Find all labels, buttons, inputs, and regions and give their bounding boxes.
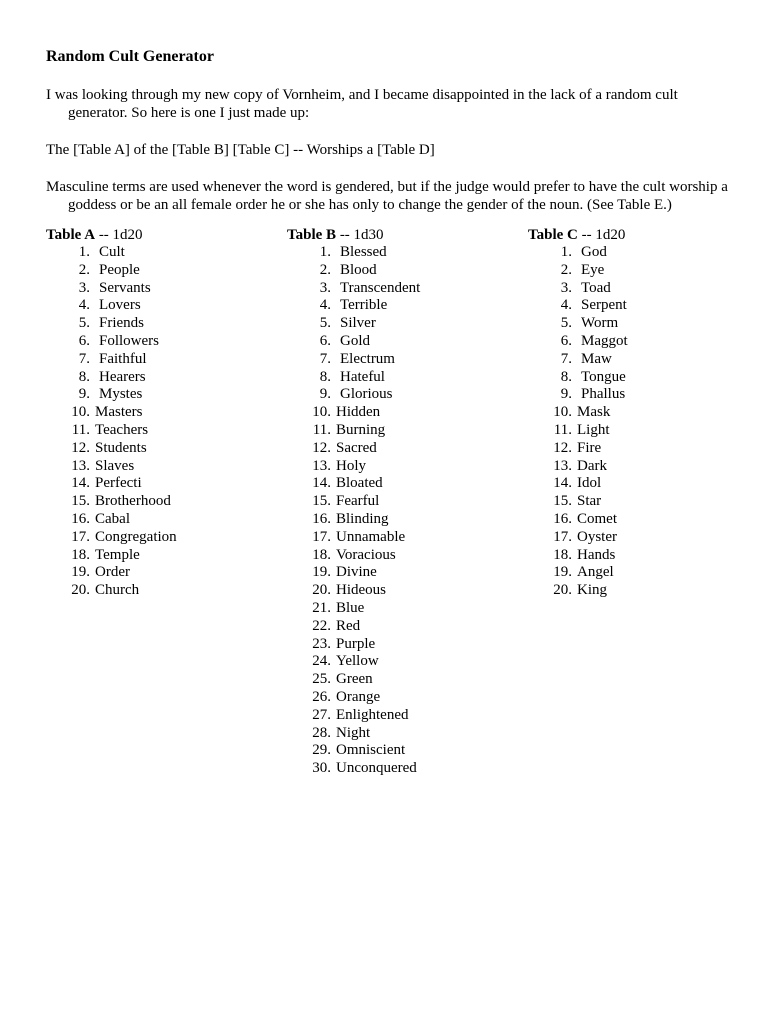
list-item-text: Hideous	[336, 582, 386, 599]
list-item	[528, 404, 748, 422]
list-item	[46, 280, 266, 298]
list-item	[528, 440, 748, 458]
list-item	[287, 244, 507, 262]
list-item-number: 28.	[312, 724, 331, 741]
list-item	[287, 760, 507, 778]
table-c-name: Table C	[528, 227, 578, 243]
list-item-text: Blue	[336, 599, 365, 616]
list-item-text: Tongue	[581, 368, 626, 385]
list-item-number: 11.	[553, 421, 572, 438]
list-item-text: Green	[336, 671, 373, 688]
list-item-text: Mystes	[99, 386, 143, 403]
list-item-text: Order	[95, 564, 130, 581]
list-item-number: 21.	[312, 599, 331, 616]
list-item-number: 10.	[553, 404, 572, 421]
list-item-text: Cult	[99, 244, 125, 260]
list-item-text: Cabal	[95, 510, 130, 527]
list-item-number: 3.	[319, 279, 331, 296]
gender-note-paragraph: Masculine terms are used whenever the word is gendered, but if the judge would prefer to have the cult worship a goddess or be an all female order he or she has only to change the gender of the noun. (See Table E.)	[46, 179, 728, 213]
table-c-die: -- 1d20	[577, 227, 626, 243]
list-item	[287, 707, 507, 725]
list-item-text: Bloated	[336, 475, 383, 492]
list-item	[46, 297, 266, 315]
list-item	[287, 618, 507, 636]
list-item	[46, 440, 266, 458]
list-item	[287, 297, 507, 315]
list-item	[46, 404, 266, 422]
list-item	[528, 529, 748, 547]
list-item-text: Star	[577, 493, 602, 510]
list-item-text: Unnamable	[336, 528, 406, 545]
table-b	[287, 226, 507, 778]
list-item-text: Maw	[581, 350, 612, 367]
list-item-number: 24.	[312, 653, 331, 670]
list-item-number: 2.	[319, 261, 331, 278]
list-item-number: 18.	[71, 546, 90, 563]
list-item-text: Night	[336, 724, 371, 741]
list-item	[528, 297, 748, 315]
list-item	[287, 404, 507, 422]
list-item	[287, 529, 507, 547]
list-item	[46, 386, 266, 404]
list-item-number: 19.	[312, 564, 331, 581]
list-item-text: Glorious	[340, 386, 393, 403]
list-item-text: Servants	[99, 279, 151, 296]
list-item-text: Voracious	[336, 546, 396, 563]
list-item	[46, 529, 266, 547]
list-item	[528, 244, 748, 262]
list-item	[287, 653, 507, 671]
list-item-text: Comet	[577, 510, 617, 527]
list-item-text: Burning	[336, 421, 386, 438]
list-item	[287, 280, 507, 298]
list-item-text: Omniscient	[336, 742, 406, 759]
list-item-text: Hidden	[336, 404, 381, 421]
table-a-list	[46, 244, 266, 600]
table-a-name: Table A	[46, 227, 96, 243]
list-item	[287, 315, 507, 333]
list-item-number: 6.	[560, 332, 572, 349]
list-item-text: Slaves	[95, 457, 135, 474]
list-item	[287, 386, 507, 404]
list-item	[46, 511, 266, 529]
list-item-text: Fire	[577, 439, 602, 456]
list-item-text: Fearful	[336, 493, 380, 510]
list-item-number: 16.	[312, 510, 331, 527]
list-item-number: 3.	[560, 279, 572, 296]
table-c-list	[528, 244, 748, 600]
table-b-heading	[287, 226, 507, 244]
list-item-text: Followers	[99, 332, 159, 349]
list-item-number: 18.	[553, 546, 572, 563]
list-item-number: 1.	[78, 244, 90, 260]
list-item-text: Unconquered	[336, 760, 417, 777]
list-item-number: 15.	[553, 493, 572, 510]
list-item-number: 18.	[312, 546, 331, 563]
list-item	[46, 475, 266, 493]
list-item-number: 1.	[319, 244, 331, 260]
list-item-number: 13.	[312, 457, 331, 474]
list-item	[287, 742, 507, 760]
list-item-text: Lovers	[99, 297, 141, 314]
table-c-heading	[528, 226, 748, 244]
list-item	[528, 262, 748, 280]
list-item-number: 26.	[312, 688, 331, 705]
list-item-text: Hearers	[99, 368, 146, 385]
list-item-text: God	[581, 244, 607, 260]
list-item	[287, 689, 507, 707]
list-item-number: 5.	[78, 315, 90, 332]
list-item	[528, 280, 748, 298]
list-item-text: Hands	[577, 546, 616, 563]
list-item	[287, 671, 507, 689]
list-item-number: 9.	[560, 386, 572, 403]
list-item-text: Oyster	[577, 528, 617, 545]
list-item-number: 1.	[560, 244, 572, 260]
list-item	[46, 422, 266, 440]
list-item-text: King	[577, 582, 607, 599]
list-item	[287, 369, 507, 387]
list-item-text: Divine	[336, 564, 377, 581]
list-item	[287, 351, 507, 369]
list-item	[287, 333, 507, 351]
list-item	[46, 262, 266, 280]
table-b-name: Table B	[287, 227, 337, 243]
list-item-number: 6.	[319, 332, 331, 349]
list-item	[528, 369, 748, 387]
list-item-number: 10.	[312, 404, 331, 421]
list-item	[46, 351, 266, 369]
table-a-heading	[46, 226, 266, 244]
table-a-die: -- 1d20	[95, 227, 143, 243]
list-item-number: 4.	[78, 297, 90, 314]
list-item-text: Dark	[577, 457, 607, 474]
list-item-number: 14.	[553, 475, 572, 492]
list-item-text: Serpent	[581, 297, 627, 314]
list-item-number: 8.	[560, 368, 572, 385]
list-item	[46, 458, 266, 476]
list-item-number: 7.	[560, 350, 572, 367]
table-c	[528, 226, 748, 600]
list-item	[528, 582, 748, 600]
list-item	[46, 547, 266, 565]
list-item	[46, 369, 266, 387]
list-item-number: 5.	[319, 315, 331, 332]
list-item-number: 10.	[71, 404, 90, 421]
list-item-text: Orange	[336, 688, 381, 705]
list-item-text: Teachers	[95, 421, 149, 438]
list-item-number: 25.	[312, 671, 331, 688]
list-item-text: Students	[95, 439, 147, 456]
list-item-number: 16.	[71, 510, 90, 527]
list-item-text: People	[99, 261, 140, 278]
list-item-number: 12.	[312, 439, 331, 456]
list-item	[528, 493, 748, 511]
list-item-number: 2.	[78, 261, 90, 278]
page-title: Random Cult Generator	[46, 48, 214, 65]
list-item-number: 20.	[553, 582, 572, 599]
list-item-text: Blood	[340, 261, 377, 278]
list-item-text: Gold	[340, 332, 370, 349]
list-item	[528, 315, 748, 333]
list-item	[46, 582, 266, 600]
list-item-text: Holy	[336, 457, 366, 474]
list-item-text: Temple	[95, 546, 140, 563]
list-item-text: Maggot	[581, 332, 628, 349]
list-item-text: Sacred	[336, 439, 377, 456]
list-item-text: Mask	[577, 404, 611, 421]
intro-paragraph: I was looking through my new copy of Vornheim, and I became disappointed in the lack of a random cult generator. So here is one I just made up:	[46, 87, 678, 121]
list-item-text: Yellow	[336, 653, 379, 670]
list-item	[46, 333, 266, 351]
list-item	[528, 386, 748, 404]
list-item-number: 29.	[312, 742, 331, 759]
list-item-text: Perfecti	[95, 475, 142, 492]
list-item-number: 22.	[312, 617, 331, 634]
list-item-text: Idol	[577, 475, 602, 492]
list-item	[287, 582, 507, 600]
list-item	[46, 244, 266, 262]
list-item	[528, 564, 748, 582]
list-item-text: Congregation	[95, 528, 177, 545]
list-item-text: Phallus	[581, 386, 626, 403]
list-item-text: Church	[95, 582, 140, 599]
list-item	[528, 547, 748, 565]
list-item-text: Transcendent	[340, 279, 421, 296]
list-item	[287, 458, 507, 476]
list-item-text: Silver	[340, 315, 376, 332]
list-item	[287, 262, 507, 280]
list-item-text: Light	[577, 421, 610, 438]
list-item-text: Brotherhood	[95, 493, 171, 510]
list-item	[287, 600, 507, 618]
list-item-number: 8.	[78, 368, 90, 385]
list-item-number: 11.	[312, 421, 331, 438]
list-item-text: Worm	[581, 315, 619, 332]
list-item-number: 15.	[312, 493, 331, 510]
list-item-text: Electrum	[340, 350, 395, 367]
list-item	[287, 511, 507, 529]
list-item	[528, 351, 748, 369]
list-item-number: 13.	[553, 457, 572, 474]
list-item-number: 17.	[553, 528, 572, 545]
table-b-list	[287, 244, 507, 778]
list-item	[287, 475, 507, 493]
list-item	[528, 458, 748, 476]
list-item-number: 14.	[312, 475, 331, 492]
list-item-number: 4.	[560, 297, 572, 314]
list-item-number: 7.	[78, 350, 90, 367]
list-item-number: 13.	[71, 457, 90, 474]
list-item	[528, 333, 748, 351]
list-item-text: Eye	[581, 261, 605, 278]
list-item	[287, 422, 507, 440]
list-item-number: 5.	[560, 315, 572, 332]
list-item-number: 6.	[78, 332, 90, 349]
list-item-text: Faithful	[99, 350, 147, 367]
list-item	[287, 547, 507, 565]
list-item-number: 3.	[78, 279, 90, 296]
list-item	[287, 440, 507, 458]
list-item-number: 30.	[312, 760, 331, 777]
list-item-number: 4.	[319, 297, 331, 314]
list-item-number: 8.	[319, 368, 331, 385]
tables-section	[46, 226, 736, 786]
list-item-text: Terrible	[340, 297, 388, 314]
document-page	[46, 46, 736, 777]
list-item	[287, 725, 507, 743]
list-item	[46, 493, 266, 511]
list-item-number: 19.	[553, 564, 572, 581]
list-item-number: 20.	[71, 582, 90, 599]
list-item-text: Angel	[577, 564, 614, 581]
list-item-number: 16.	[553, 510, 572, 527]
list-item	[528, 475, 748, 493]
list-item-text: Blessed	[340, 244, 387, 260]
list-item-text: Hateful	[340, 368, 385, 385]
list-item-number: 17.	[312, 528, 331, 545]
list-item-number: 9.	[78, 386, 90, 403]
list-item-number: 2.	[560, 261, 572, 278]
list-item-number: 11.	[71, 421, 90, 438]
list-item-number: 12.	[71, 439, 90, 456]
list-item-number: 9.	[319, 386, 331, 403]
list-item-text: Purple	[336, 635, 376, 652]
list-item-text: Enlightened	[336, 706, 409, 723]
cult-name-template: The [Table A] of the [Table B] [Table C] -- Worships a [Table D]	[46, 142, 435, 158]
list-item	[287, 636, 507, 654]
list-item-number: 12.	[553, 439, 572, 456]
list-item	[528, 511, 748, 529]
list-item	[287, 493, 507, 511]
list-item-text: Red	[336, 617, 361, 634]
list-item	[287, 564, 507, 582]
list-item-number: 17.	[71, 528, 90, 545]
table-b-die: -- 1d30	[336, 227, 384, 243]
list-item-number: 7.	[319, 350, 331, 367]
list-item	[46, 564, 266, 582]
list-item-number: 19.	[71, 564, 90, 581]
table-a	[46, 226, 266, 600]
list-item-number: 14.	[71, 475, 90, 492]
list-item	[46, 315, 266, 333]
list-item-text: Masters	[95, 404, 143, 421]
list-item	[528, 422, 748, 440]
list-item-text: Friends	[99, 315, 144, 332]
list-item-number: 27.	[312, 706, 331, 723]
list-item-number: 23.	[312, 635, 331, 652]
list-item-number: 15.	[71, 493, 90, 510]
list-item-text: Blinding	[336, 510, 389, 527]
list-item-text: Toad	[581, 279, 611, 296]
list-item-number: 20.	[312, 582, 331, 599]
